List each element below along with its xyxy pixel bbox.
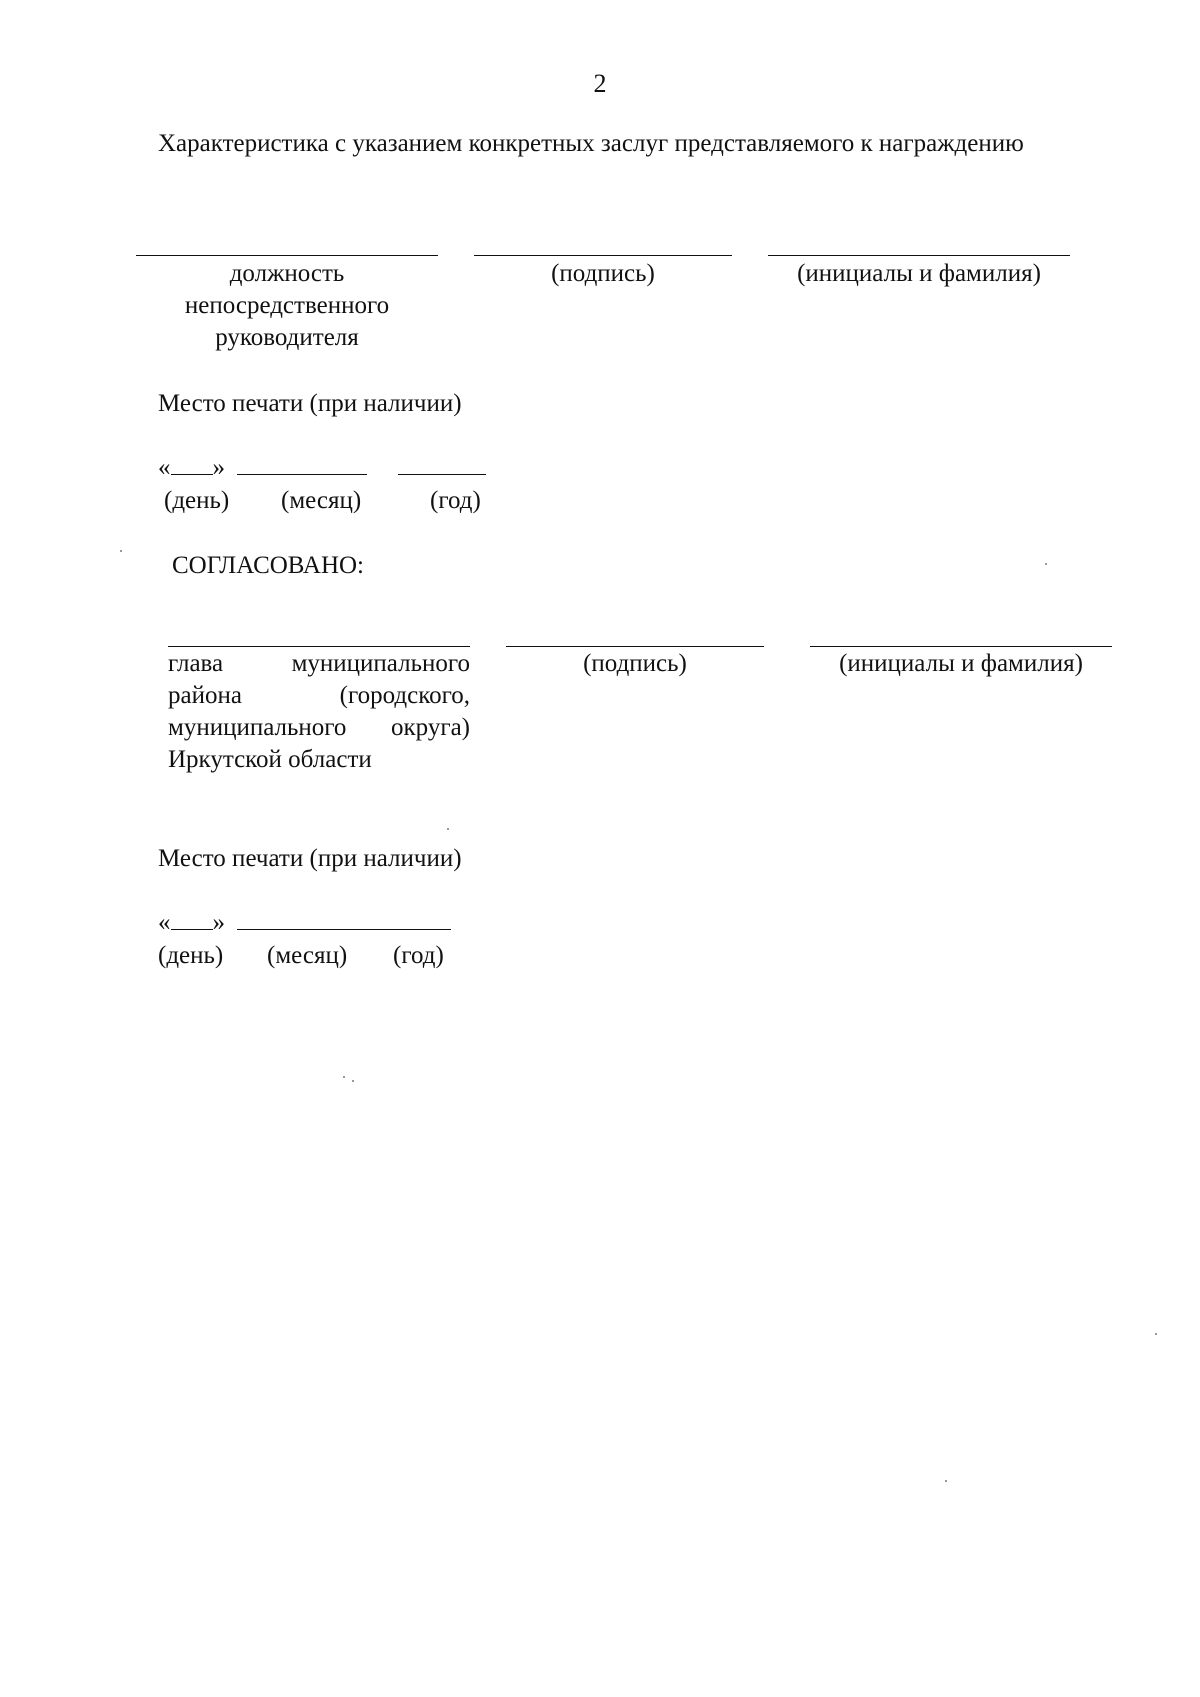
date-row bbox=[158, 907, 451, 939]
signature-line[interactable] bbox=[474, 255, 732, 256]
open-quote: « bbox=[158, 909, 171, 936]
month-blank[interactable] bbox=[237, 452, 367, 475]
position-label: должность непосредственного руководителя bbox=[184, 260, 390, 351]
position-label: глава муниципального района (городского, муниципального округа) Иркутской области bbox=[168, 650, 470, 773]
close-quote: » bbox=[212, 909, 225, 936]
name-line[interactable] bbox=[768, 255, 1070, 256]
scan-speck bbox=[945, 1480, 947, 1482]
scan-speck bbox=[343, 1076, 345, 1078]
name-label: (инициалы и фамилия) bbox=[797, 260, 1041, 287]
year-label: (год) bbox=[393, 942, 444, 969]
month-label: (месяц) bbox=[281, 487, 362, 514]
position-line[interactable] bbox=[168, 646, 470, 647]
page-number: 2 bbox=[593, 69, 607, 98]
close-quote: » bbox=[212, 454, 225, 481]
month-label: (месяц) bbox=[267, 942, 348, 969]
stamp-label: Место печати (при наличии) bbox=[158, 845, 462, 872]
signature-label: (подпись) bbox=[551, 260, 655, 287]
position-line[interactable] bbox=[136, 255, 438, 256]
day-label: (день) bbox=[164, 487, 230, 514]
day-blank[interactable] bbox=[171, 907, 213, 930]
name-label: (инициалы и фамилия) bbox=[839, 650, 1083, 677]
characteristic-text: Характеристика с указанием конкретных заслуг представляемого к награждению bbox=[158, 130, 1024, 157]
date-row bbox=[158, 452, 486, 484]
scan-speck bbox=[447, 828, 449, 830]
day-label: (день) bbox=[158, 942, 224, 969]
signature-line[interactable] bbox=[506, 646, 764, 647]
open-quote: « bbox=[158, 454, 171, 481]
day-blank[interactable] bbox=[171, 452, 213, 475]
scan-speck bbox=[120, 550, 122, 552]
scan-speck bbox=[1155, 1333, 1157, 1335]
approved-label: СОГЛАСОВАНО: bbox=[172, 552, 365, 579]
month-year-blank[interactable] bbox=[237, 907, 451, 930]
scan-speck bbox=[352, 1080, 354, 1082]
year-label: (год) bbox=[430, 487, 481, 514]
stamp-label: Место печати (при наличии) bbox=[158, 390, 462, 417]
scan-speck bbox=[1045, 563, 1047, 565]
signature-label: (подпись) bbox=[583, 650, 687, 677]
year-blank[interactable] bbox=[398, 452, 486, 475]
name-line[interactable] bbox=[810, 646, 1112, 647]
